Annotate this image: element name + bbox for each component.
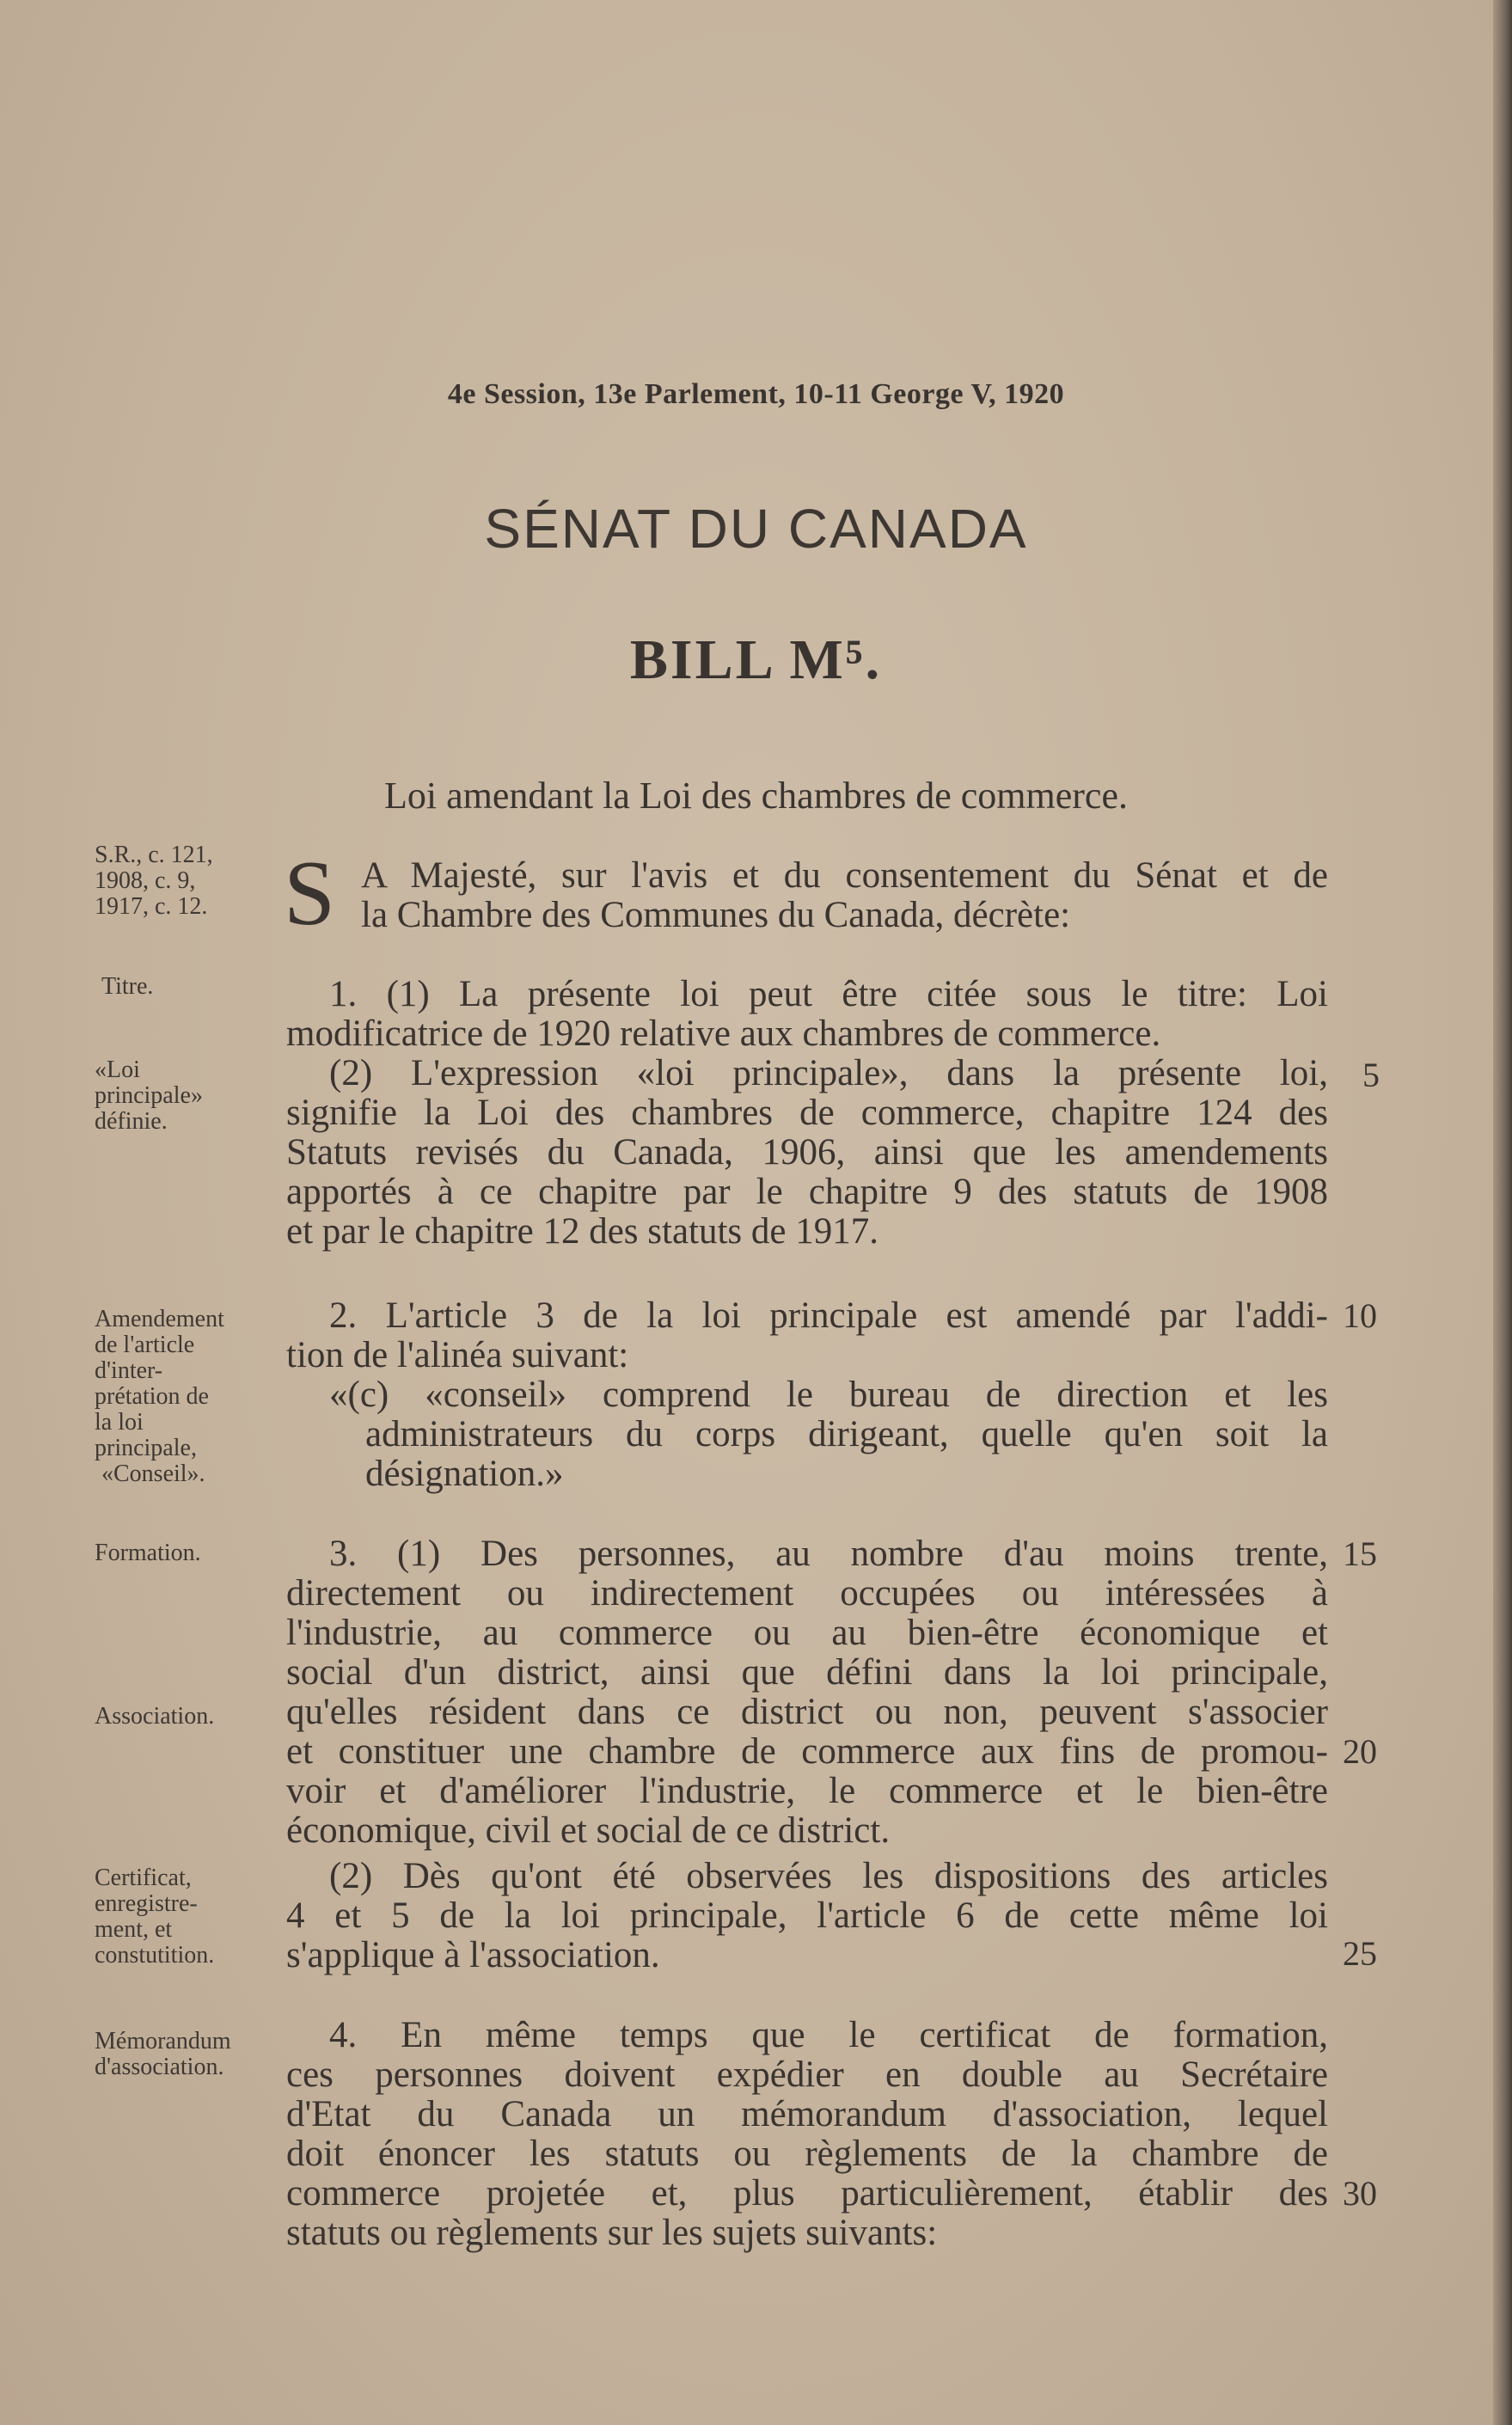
margin-note: de l'article — [95, 1332, 195, 1358]
margin-note: Amendement — [95, 1306, 224, 1332]
text-line: 4. En même temps que le certificat de formation, — [329, 2015, 1328, 2055]
margin-note: principale» — [95, 1082, 203, 1109]
line-number: 15 — [1343, 1534, 1377, 1573]
text-line: signifie la Loi des chambres de commerce, chapitre 124 des — [286, 1093, 1328, 1133]
margin-note: 1908, c. 9, — [95, 867, 196, 894]
margin-note: Formation. — [95, 1540, 201, 1566]
text-line: ces personnes doivent expédier en double au Secrétaire — [286, 2055, 1328, 2095]
margin-note: Certificat, — [95, 1865, 192, 1891]
margin-note: constutition. — [95, 1942, 215, 1969]
line-number: 20 — [1343, 1732, 1377, 1771]
margin-note: ment, et — [95, 1916, 173, 1943]
drop-cap: S — [284, 842, 336, 945]
text-line: (2) Dès qu'ont été observées les dispositions des articles — [329, 1856, 1328, 1896]
margin-note: «Loi — [95, 1056, 140, 1083]
long-title: Loi amendant la Loi des chambres de commerce. — [384, 775, 1128, 817]
text-line: d'Etat du Canada un mémorandum d'association, lequel — [286, 2094, 1328, 2134]
text-line: 4 et 5 de la loi principale, l'article 6 de cette même loi — [286, 1895, 1328, 1936]
line-number: 25 — [1343, 1934, 1377, 1973]
text-line: s'applique à l'association. — [286, 1935, 660, 1975]
line-number: 30 — [1343, 2174, 1377, 2213]
text-line: désignation.» — [365, 1454, 564, 1494]
text-line: 2. L'article 3 de la loi principale est amendé par l'addi- — [329, 1295, 1328, 1336]
line-number: 10 — [1343, 1296, 1377, 1335]
margin-note: la loi — [95, 1409, 144, 1436]
text-line: et constituer une chambre de commerce aux fins de promou- — [286, 1731, 1328, 1772]
text-line: tion de l'alinéa suivant: — [286, 1335, 629, 1375]
margin-note: d'inter- — [95, 1357, 163, 1384]
text-line: commerce projetée et, plus particulièrement, établir des — [286, 2173, 1328, 2214]
margin-note: Association. — [95, 1703, 215, 1730]
text-line: l'industrie, au commerce ou au bien-être économique et — [286, 1613, 1328, 1653]
senate-title: SÉNAT DU CANADA — [484, 498, 1028, 560]
text-line: statuts ou règlements sur les sujets suivants: — [286, 2213, 938, 2253]
margin-note: 1917, c. 12. — [95, 893, 208, 920]
text-line: directement ou indirectement occupées ou intéressées à — [286, 1573, 1328, 1614]
text-line: et par le chapitre 12 des statuts de 1917. — [286, 1211, 878, 1252]
enacting-line: la Chambre des Communes du Canada, décrète: — [361, 895, 1071, 935]
text-line: administrateurs du corps dirigeant, quelle qu'en soit la — [365, 1414, 1328, 1454]
margin-note: principale, — [95, 1435, 197, 1461]
text-line: (2) L'expression «loi principale», dans la présente loi, — [329, 1053, 1328, 1093]
text-line: qu'elles résident dans ce district ou non, peuvent s'associer — [286, 1692, 1328, 1732]
margin-note: définie. — [95, 1108, 168, 1135]
text-line: 1. (1) La présente loi peut être citée sous le titre: Loi — [329, 974, 1328, 1014]
enacting-line: A Majesté, sur l'avis et du consentement du Sénat et de — [361, 855, 1328, 896]
margin-note: S.R., c. 121, — [95, 842, 213, 868]
margin-note: prétation de — [95, 1383, 209, 1410]
margin-note: d'association. — [95, 2054, 224, 2080]
bill-number: BILL M⁵. — [629, 628, 883, 691]
text-line: «(c) «conseil» comprend le bureau de direction et les — [329, 1375, 1328, 1415]
session-header: 4e Session, 13e Parlement, 10-11 George V, 1920 — [447, 378, 1065, 410]
margin-note: Titre. — [101, 973, 154, 1000]
text-line: économique, civil et social de ce district. — [286, 1810, 891, 1851]
margin-note: Mémorandum — [95, 2028, 231, 2055]
margin-note: «Conseil». — [101, 1461, 205, 1487]
text-line: 3. (1) Des personnes, au nombre d'au moins trente, — [329, 1534, 1328, 1574]
page-edge-shadow — [1493, 0, 1512, 2425]
margin-note: enregistre- — [95, 1890, 198, 1917]
text-line: doit énoncer les statuts ou règlements de la chambre de — [286, 2134, 1328, 2174]
text-line: Statuts revisés du Canada, 1906, ainsi que les amendements — [286, 1132, 1328, 1173]
text-line: modificatrice de 1920 relative aux chambres de commerce. — [286, 1013, 1161, 1054]
text-line: voir et d'améliorer l'industrie, le commerce et le bien-être — [286, 1771, 1328, 1811]
text-line: social d'un district, ainsi que défini dans la loi principale, — [286, 1652, 1328, 1693]
line-number: 5 — [1362, 1056, 1380, 1094]
text-line: apportés à ce chapitre par le chapitre 9 des statuts de 1908 — [286, 1172, 1328, 1212]
